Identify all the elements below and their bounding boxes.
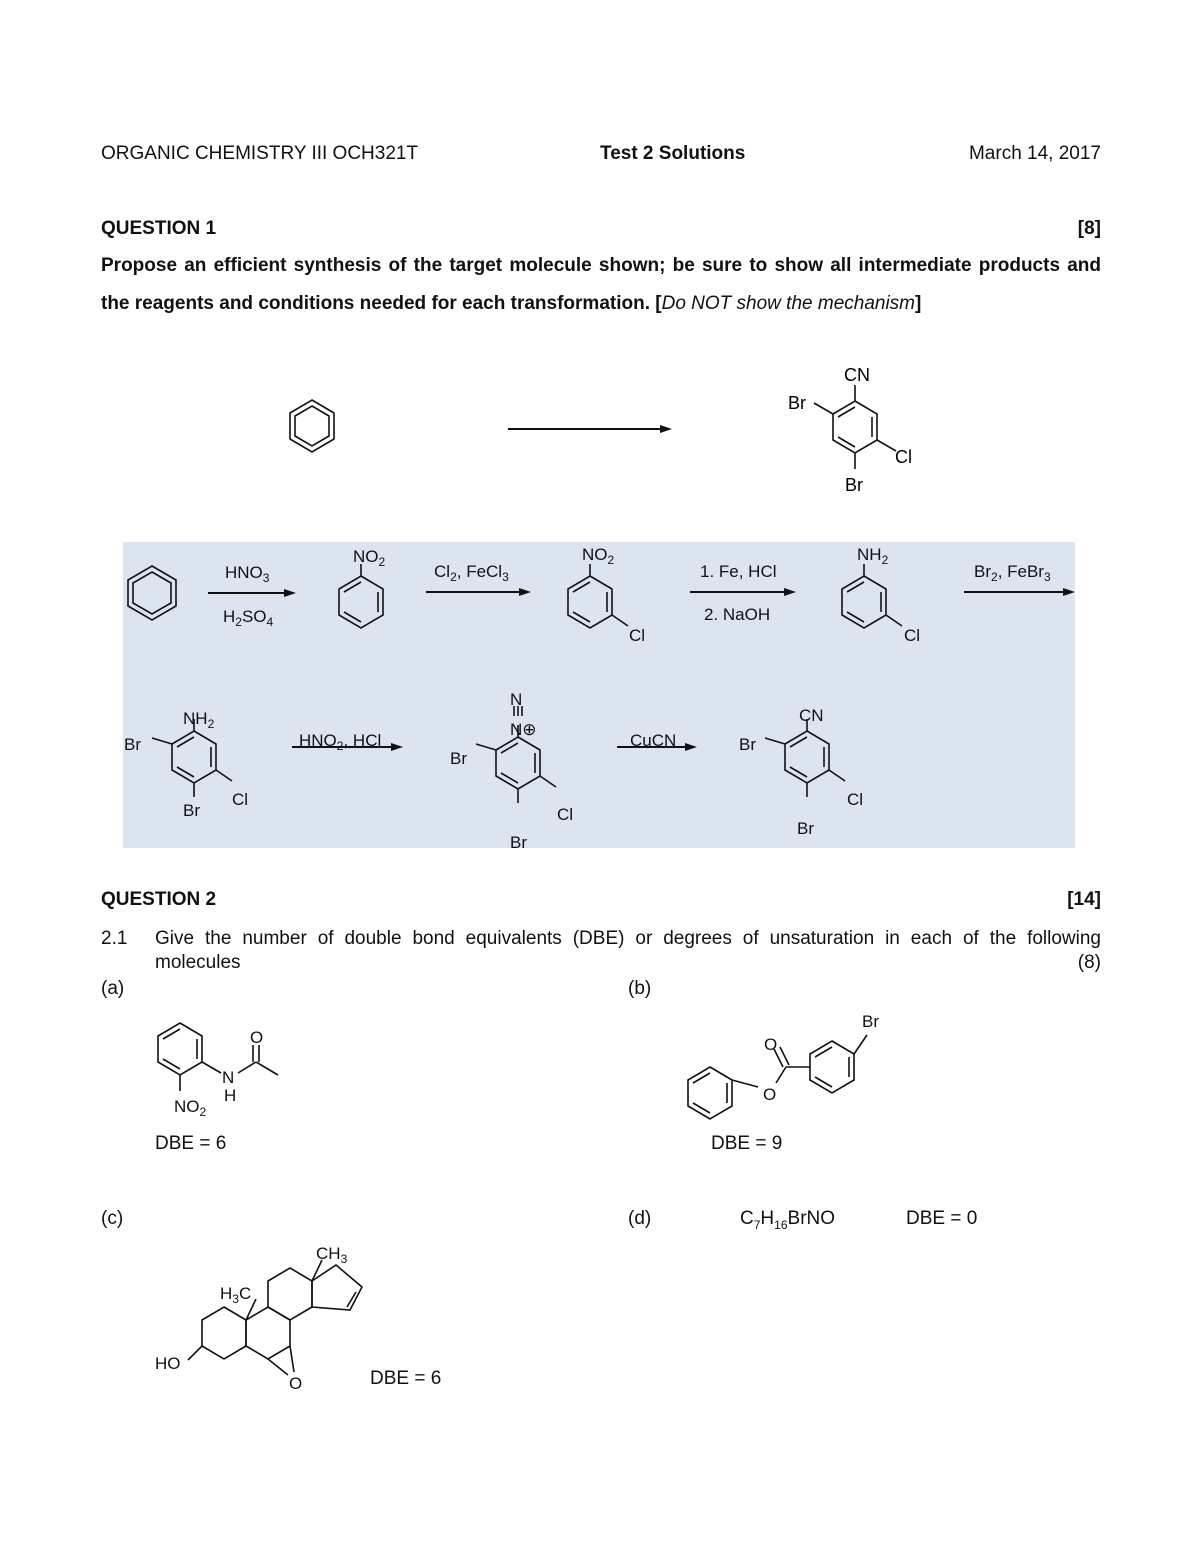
question-2-heading: QUESTION 2 xyxy=(101,889,217,910)
answer-a: DBE = 6 xyxy=(155,1133,227,1154)
document-date: March 14, 2017 xyxy=(968,143,1101,164)
label-nh2-2: $NH_2$ xyxy=(183,709,215,731)
target-cn-label: CN xyxy=(844,365,870,385)
document-title: Test 2 Solutions xyxy=(600,143,746,164)
prompt-close: ] xyxy=(915,293,922,314)
atom-h3c: $H_3C$ xyxy=(220,1284,252,1306)
atom-n: N xyxy=(222,1068,235,1087)
part-c-label: (c) xyxy=(101,1208,124,1229)
part-d-label: (d) xyxy=(628,1208,652,1229)
target-molecule xyxy=(814,385,896,469)
benzene-ring xyxy=(290,400,334,452)
dibromochloroaniline xyxy=(152,719,232,797)
atom-no2: $NO_2$ xyxy=(174,1097,207,1119)
molecule-a xyxy=(140,1015,310,1120)
scheme-benzene xyxy=(128,566,176,620)
target-br-bottom-label: Br xyxy=(845,475,863,495)
synthesis-scheme-drawing xyxy=(123,542,1075,848)
nitrobenzene xyxy=(339,564,383,628)
label-no2-1: $NO_2$ xyxy=(353,547,386,569)
question-2-1-number: 2.1 xyxy=(101,928,128,949)
question-1-prompt xyxy=(101,247,1101,323)
label-br-1: Br xyxy=(124,735,141,754)
answer-c: DBE = 6 xyxy=(370,1368,442,1389)
molecule-c xyxy=(150,1235,390,1395)
label-cl-2: Cl xyxy=(904,626,921,645)
atom-ho: HO xyxy=(155,1354,181,1373)
atom-h: H xyxy=(224,1086,237,1105)
target-cl-label: Cl xyxy=(895,447,912,467)
molecule-b xyxy=(680,1005,900,1125)
label-br-2: Br xyxy=(183,801,200,820)
atom-ch3: $CH_3$ xyxy=(316,1244,348,1266)
chloronitrobenzene xyxy=(568,564,628,628)
label-n-terminal: N xyxy=(510,690,523,709)
synthesis-scheme xyxy=(123,542,1075,848)
label-cl-3: Cl xyxy=(232,790,249,809)
question-2-marks: [14] xyxy=(1067,889,1101,910)
answer-b: DBE = 9 xyxy=(711,1133,783,1154)
target-br-label: Br xyxy=(788,393,806,413)
answer-d: DBE = 0 xyxy=(906,1208,978,1229)
reagent-br2-febr3: $Br_2$, FeBr$_3$ xyxy=(974,562,1051,584)
question-1-target-figure xyxy=(0,355,1200,505)
reagent-cl2-fecl3: $Cl_2$, FeCl$_3$ xyxy=(434,562,509,584)
label-nh2-1: $NH_2$ xyxy=(857,545,889,567)
label-br-6: Br xyxy=(797,819,814,838)
reagent-hno3: $HNO_3$ xyxy=(225,563,270,585)
atom-br: Br xyxy=(862,1012,879,1031)
final-product xyxy=(765,719,845,797)
reagent-hno2-hcl: $HNO_2$, HCl xyxy=(299,731,382,753)
atom-o-carbonyl: O xyxy=(764,1035,778,1054)
label-cl-4: Cl xyxy=(557,805,574,824)
label-no2-2: $NO_2$ xyxy=(582,545,615,567)
label-br-5: Br xyxy=(739,735,756,754)
formula-d: $C_7H_{16}BrNO$ xyxy=(740,1208,836,1232)
label-cl-1: Cl xyxy=(629,626,646,645)
reagent-naoh: 2. NaOH xyxy=(704,605,771,624)
label-cn: CN xyxy=(799,706,824,725)
reaction-arrow xyxy=(508,425,672,433)
course-title: ORGANIC CHEMISTRY III OCH321T xyxy=(101,143,419,164)
label-br-4: Br xyxy=(510,833,527,848)
question-2-1-text: Give the number of double bond equivalents (DBE) or degrees of unsaturation in each of the following molecules xyxy=(155,928,1101,973)
prompt-bold: Propose an efficient synthesis of the target molecule shown; be sure to show all intermediate products and the reagents and conditions needed for each transformation. [ xyxy=(101,255,1101,314)
label-n-plus: N⊕ xyxy=(510,720,537,739)
chloroaniline xyxy=(842,564,902,628)
label-cl-5: Cl xyxy=(847,790,864,809)
question-1-heading: QUESTION 1 xyxy=(101,218,217,239)
part-a-label: (a) xyxy=(101,978,125,999)
question-2-1-marks: (8) xyxy=(1077,952,1101,973)
reagent-h2so4: $H_2SO_4$ xyxy=(223,607,274,629)
atom-o: O xyxy=(250,1028,264,1047)
atom-o-ester: O xyxy=(763,1085,777,1104)
part-b-label: (b) xyxy=(628,978,652,999)
question-1-marks: [8] xyxy=(1077,218,1101,239)
prompt-italic: Do NOT show the mechanism xyxy=(661,293,916,314)
reagent-cucn: CuCN xyxy=(630,731,677,750)
label-br-3: Br xyxy=(450,749,467,768)
reagent-fe-hcl: 1. Fe, HCl xyxy=(700,562,777,581)
atom-o-epoxide: O xyxy=(289,1374,303,1393)
